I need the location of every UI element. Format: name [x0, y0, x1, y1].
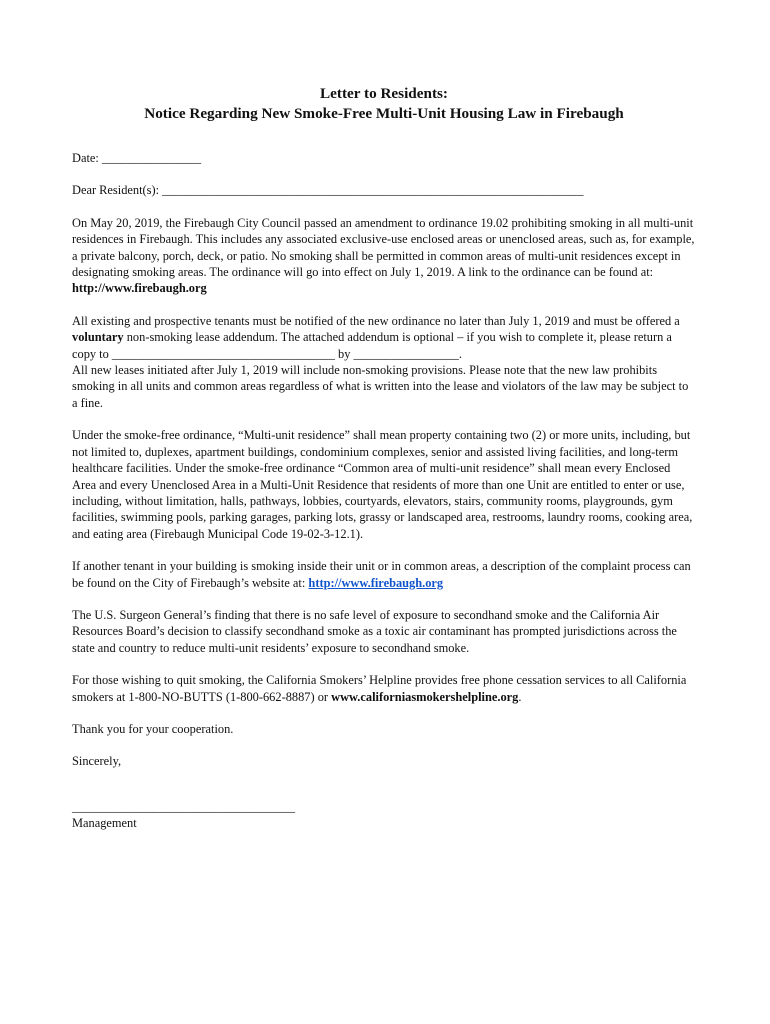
salutation: Dear Resident(s): ____________________________________________________________________	[72, 183, 584, 198]
thanks-line: Thank you for your cooperation.	[72, 721, 234, 736]
tenants-text-1: All existing and prospective tenants must be notified of the new ordinance no later than July 1, 2019 and must be offered a	[72, 313, 680, 328]
tenants-paragraph	[72, 313, 696, 411]
firebaugh-website-link[interactable]: http://www.firebaugh.org	[308, 575, 444, 590]
tenants-text-2: non-smoking lease addendum. The attached addendum is optional – if you wish to complete it, please return a copy to ____________________________________ by _________________.	[72, 330, 672, 361]
helpline-paragraph	[72, 672, 696, 705]
signature-line: ____________________________________	[72, 799, 296, 814]
intro-paragraph	[72, 215, 696, 297]
helpline-website: www.californiasmokershelpline.org	[331, 689, 519, 704]
signature-name: Management	[72, 816, 137, 831]
ordinance-url: http://www.firebaugh.org	[72, 281, 207, 296]
surgeon-general-paragraph: The U.S. Surgeon General’s finding that there is no safe level of exposure to secondhand smoke and the California Air Resources Board’s decision to classify secondhand smoke as a toxic air contaminant has prompted jurisdictions across the state and country to reduce multi-unit residents’ exposure to secondhand smoke.	[72, 607, 677, 655]
letter-title	[72, 84, 696, 124]
intro-text: On May 20, 2019, the Firebaugh City Council passed an amendment to ordinance 19.02 prohibiting smoking in all multi-unit residences in Firebaugh. This includes any associated exclusive-use enclosed areas or unenclosed areas, such as, for example, a private balcony, porch, deck, or patio. No smoking shall be permitted in common areas of multi-unit residences except in designating smoking areas. The ordinance will go into effect on July 1, 2019. A link to the ordinance can be found at:	[72, 215, 695, 280]
letter-page	[72, 84, 696, 832]
helpline-text: For those wishing to quit smoking, the California Smokers’ Helpline provides free phone cessation services to all California smokers at 1-800-NO-BUTTS (1-800-662-8887) or	[72, 673, 687, 704]
definition-paragraph: Under the smoke-free ordinance, “Multi-unit residence” shall mean property containing two (2) or more units, including, but not limited to, duplexes, apartment buildings, condominium complexes, senior and assisted living facilities, and long-term healthcare facilities. Under the smoke-free ordinance “Common area of multi-unit residence” shall mean every Enclosed Area and every Unenclosed Area in a Multi-Unit Residence that residents of more than one Unit are entitled to enter or use, including, without limitation, halls, pathways, lobbies, courtyards, elevators, stairs, community rooms, playgrounds, gym facilities, swimming pools, parking garages, parking lots, grassy or landscaped area, restrooms, laundry rooms, cooking area, and eating area (Firebaugh Municipal Code 19-02-3-12.1).	[72, 428, 693, 541]
tenants-text-3: All new leases initiated after July 1, 2019 will include non-smoking provisions. Please note that the new law prohibits smoking in all units and common areas regardless of what is written into the lease and violators of the law may be subject to a fine.	[72, 363, 689, 410]
title-line-2: Notice Regarding New Smoke-Free Multi-Unit Housing Law in Firebaugh	[144, 105, 624, 122]
helpline-end: .	[518, 689, 522, 704]
closing: Sincerely,	[72, 754, 122, 769]
date-field: Date: ________________	[72, 151, 202, 165]
title-line-1: Letter to Residents:	[320, 85, 448, 102]
complaint-paragraph	[72, 558, 696, 591]
voluntary-emphasis: voluntary	[72, 330, 124, 345]
complaint-text: If another tenant in your building is smoking inside their unit or in common areas, a description of the complaint process can be found on the City of Firebaugh’s website at:	[72, 559, 691, 590]
